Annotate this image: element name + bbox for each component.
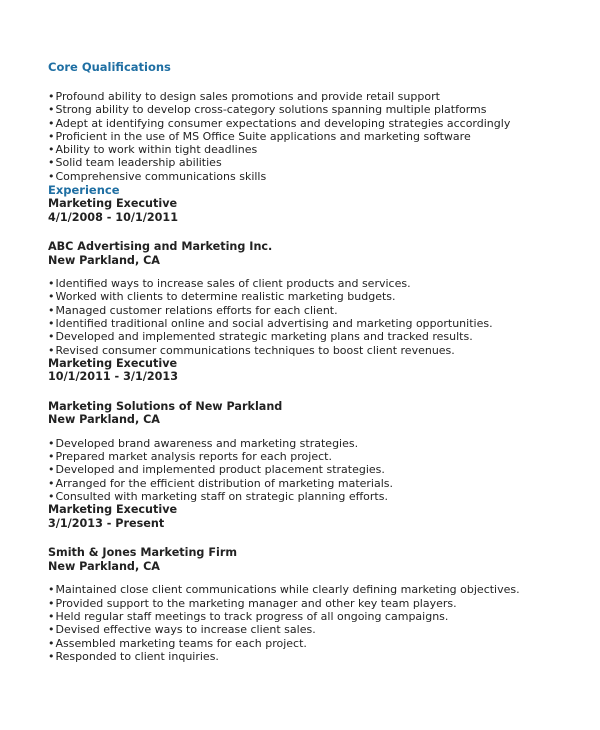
company-name: ABC Advertising and Marketing Inc. xyxy=(48,240,273,254)
duties-list xyxy=(48,583,588,663)
list-item: • Adept at identifying consumer expectations and developing strategies accordingly xyxy=(48,117,588,130)
company-name: Smith & Jones Marketing Firm xyxy=(48,546,237,560)
job-entry xyxy=(48,357,588,503)
job-title: Marketing Executive xyxy=(48,503,178,517)
experience-heading: Experience xyxy=(48,183,120,198)
list-item: • Held regular staff meetings to track progress of all ongoing campaigns. xyxy=(48,610,588,623)
duties-list xyxy=(48,277,588,357)
list-item: • Provided support to the marketing manager and other key team players. xyxy=(48,597,588,610)
job-dates: 10/1/2011 - 3/1/2013 xyxy=(48,370,178,384)
list-item: • Devised effective ways to increase client sales. xyxy=(48,623,588,636)
company-name: Marketing Solutions of New Parkland xyxy=(48,399,283,413)
job-title: Marketing Executive xyxy=(48,197,178,211)
list-item: • Maintained close client communications while clearly defining marketing objectives. xyxy=(48,583,588,596)
company-location: New Parkland, CA xyxy=(48,253,160,267)
job-entry xyxy=(48,503,588,663)
core-qualifications-heading: Core Qualifications xyxy=(48,60,171,74)
list-item: • Worked with clients to determine realistic marketing budgets. xyxy=(48,290,588,303)
company-location: New Parkland, CA xyxy=(48,559,160,573)
job-dates: 3/1/2013 - Present xyxy=(48,516,165,530)
list-item: • Managed customer relations efforts for each client. xyxy=(48,304,588,317)
job-entry xyxy=(48,197,588,357)
list-item: • Comprehensive communications skills xyxy=(48,170,588,183)
list-item: • Developed and implemented strategic marketing plans and tracked results. xyxy=(48,330,588,343)
duties-list xyxy=(48,437,588,503)
list-item: • Prepared market analysis reports for each project. xyxy=(48,450,588,463)
list-item: • Profound ability to design sales promotions and provide retail support xyxy=(48,90,588,103)
list-item: • Consulted with marketing staff on strategic planning efforts. xyxy=(48,490,588,503)
job-title: Marketing Executive xyxy=(48,356,178,370)
company-location: New Parkland, CA xyxy=(48,413,160,427)
list-item: • Identified traditional online and social advertising and marketing opportunities. xyxy=(48,317,588,330)
list-item: • Strong ability to develop cross-category solutions spanning multiple platforms xyxy=(48,103,588,116)
list-item: • Proficient in the use of MS Office Suite applications and marketing software xyxy=(48,130,588,143)
job-dates: 4/1/2008 - 10/1/2011 xyxy=(48,210,178,224)
list-item: • Developed and implemented product placement strategies. xyxy=(48,463,588,476)
list-item: • Developed brand awareness and marketing strategies. xyxy=(48,437,588,450)
list-item: • Assembled marketing teams for each project. xyxy=(48,637,588,650)
list-item: • Solid team leadership abilities xyxy=(48,156,588,169)
list-item: • Responded to client inquiries. xyxy=(48,650,588,663)
resume-content xyxy=(48,60,588,663)
core-qualifications-list xyxy=(48,90,588,183)
list-item: • Identified ways to increase sales of client products and services. xyxy=(48,277,588,290)
list-item: • Arranged for the efficient distribution of marketing materials. xyxy=(48,477,588,490)
list-item: • Revised consumer communications techniques to boost client revenues. xyxy=(48,344,588,357)
list-item: • Ability to work within tight deadlines xyxy=(48,143,588,156)
